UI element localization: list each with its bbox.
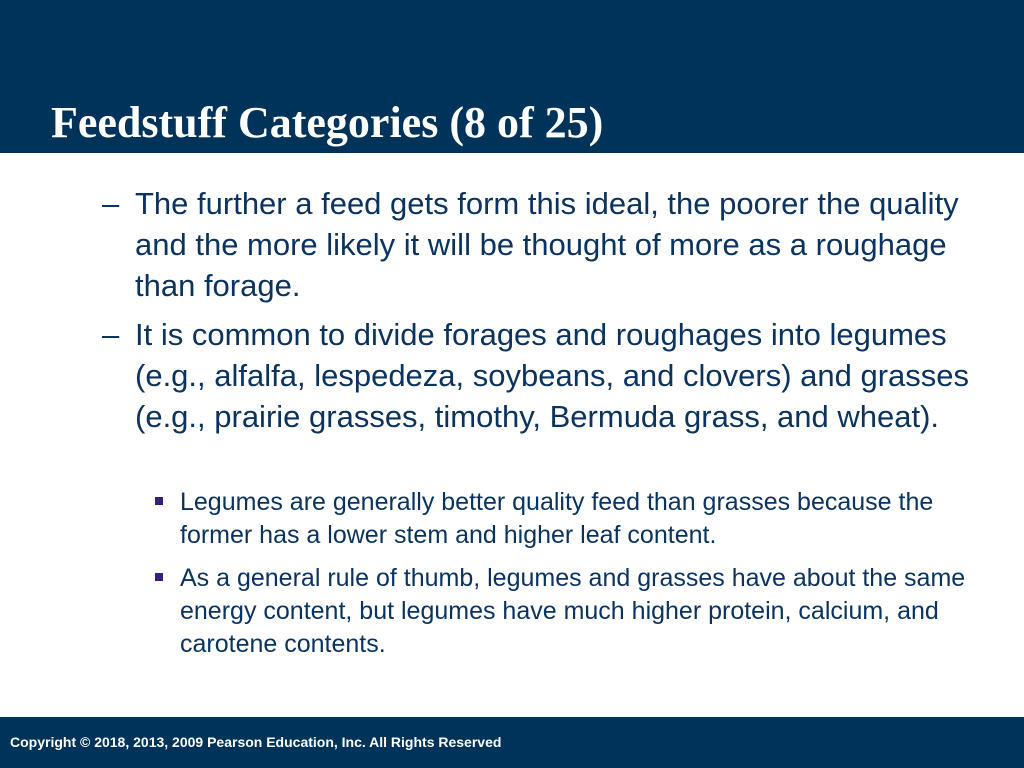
sub-bullet-item: [180, 486, 980, 552]
sub-bullet-text: Legumes are generally better quality feed than grasses because the former has a lower stem and higher leaf content.: [180, 488, 934, 549]
square-bullet-icon: [155, 497, 163, 505]
slide-title: Feedstuff Categories (8 of 25): [51, 98, 604, 147]
bullet-text: It is common to divide forages and roughages into legumes (e.g., alfalfa, lespedeza, soybeans, and clovers) and grasses (e.g., prairie grasses, timothy, Bermuda grass, and wheat).: [135, 317, 970, 434]
sub-bullet-text: As a general rule of thumb, legumes and grasses have about the same energy content, but legumes have much higher protein, calcium, and carotene contents.: [180, 564, 966, 658]
title-bar: [0, 0, 1024, 153]
bullet-item: [102, 183, 975, 306]
dash-bullet-icon: –: [102, 186, 120, 221]
square-bullet-icon: [155, 573, 163, 581]
copyright-notice: Copyright © 2018, 2013, 2009 Pearson Education, Inc. All Rights Reserved: [10, 734, 502, 750]
dash-bullet-icon: –: [102, 317, 120, 352]
sub-bullet-item: [180, 562, 980, 661]
footer-bar: [0, 717, 1024, 768]
bullet-text: The further a feed gets form this ideal, the poorer the quality and the more likely it will be thought of more as a roughage than forage.: [135, 186, 959, 303]
bullet-item: [102, 314, 975, 437]
